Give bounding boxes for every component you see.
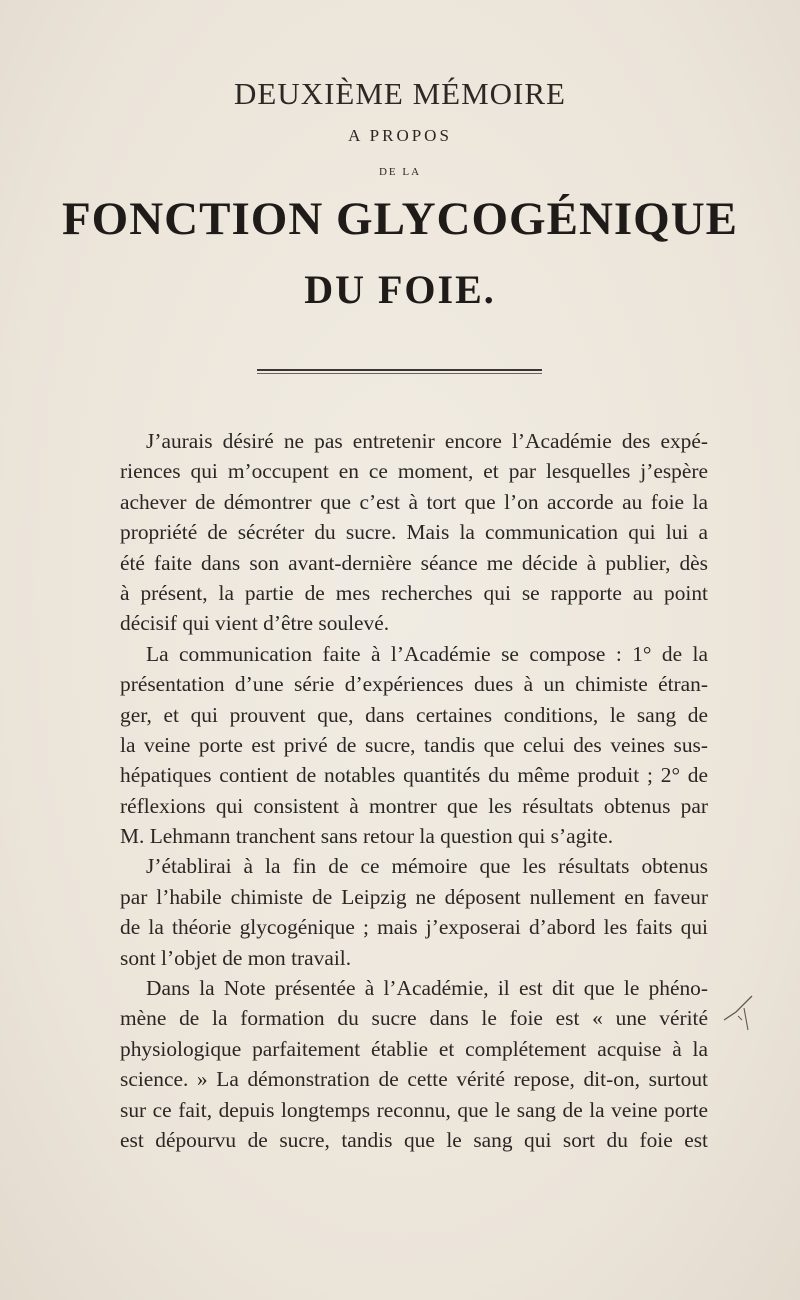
text-line: à présent, la partie de mes recherches qui se rapporte au point <box>120 580 708 605</box>
text-line: est dépourvu de sucre, tandis que le sang qui sort du foie est <box>120 1127 708 1152</box>
text-line: présentation d’une série d’expériences dues à un chimiste étran- <box>120 672 708 697</box>
text-line: J’aurais désiré ne pas entretenir encore l’Académie des expé- <box>146 429 708 453</box>
text-line: La communication faite à l’Académie se compose : 1° de la <box>146 641 708 666</box>
text-line: Dans la Note présentée à l’Académie, il est dit que le phéno- <box>146 976 708 1001</box>
text-line: été faite dans son avant-dernière séance me décide à publier, dès <box>120 550 708 575</box>
text-line: mène de la formation du sucre dans le foie est « une vérité <box>120 1006 708 1031</box>
text-line: achever de démontrer que c’est à tort que l’on accorde au foie la <box>120 489 708 514</box>
text-line: hépatiques contient de notables quantités du même produit ; 2° de <box>120 763 708 788</box>
text-line: la veine porte est privé de sucre, tandis que celui des veines sus- <box>120 732 708 757</box>
text-line: décisif qui vient d’être soulevé. <box>120 611 390 636</box>
text-line: sur ce fait, depuis longtemps reconnu, que le sang de la veine porte <box>120 1097 708 1122</box>
heading-deuxieme-memoire: DEUXIÈME MÉMOIRE <box>234 76 566 111</box>
text-line: riences qui m’occupent en ce moment, et par lesquelles j’espère <box>120 459 708 484</box>
margin-pencil-mark <box>718 990 768 1060</box>
heading-fonction-glycogenique: FONCTION GLYCOGÉNIQUE <box>61 193 739 245</box>
text-line: ger, et qui prouvent que, dans certaines conditions, le sang de <box>120 702 708 727</box>
heading-de-la: DE LA <box>378 166 422 178</box>
text-line: physiologique parfaitement établie et complétement acquise à la <box>120 1036 708 1061</box>
text-line: M. Lehmann tranchent sans retour la question qui s’agite. <box>120 824 614 849</box>
heading-du-foie: DU FOIE. <box>304 267 496 312</box>
text-line: J’établirai à la fin de ce mémoire que les résultats obtenus <box>146 854 708 879</box>
section-divider-rule <box>257 369 542 371</box>
text-line: propriété de sécréter du sucre. Mais la communication qui lui a <box>120 520 708 545</box>
text-line: réflexions qui consistent à montrer que les résultats obtenus par <box>120 793 708 818</box>
text-line: par l’habile chimiste de Leipzig ne déposent nullement en faveur <box>120 884 708 909</box>
text-line: sont l’objet de mon travail. <box>120 945 352 970</box>
text-line: science. » La démonstration de cette vérité repose, dit-on, surtout <box>120 1067 708 1092</box>
heading-a-propos: A PROPOS <box>348 126 452 145</box>
body-text <box>120 426 708 1155</box>
text-line: de la théorie glycogénique ; mais j’exposerai d’abord les faits qui <box>120 915 708 940</box>
